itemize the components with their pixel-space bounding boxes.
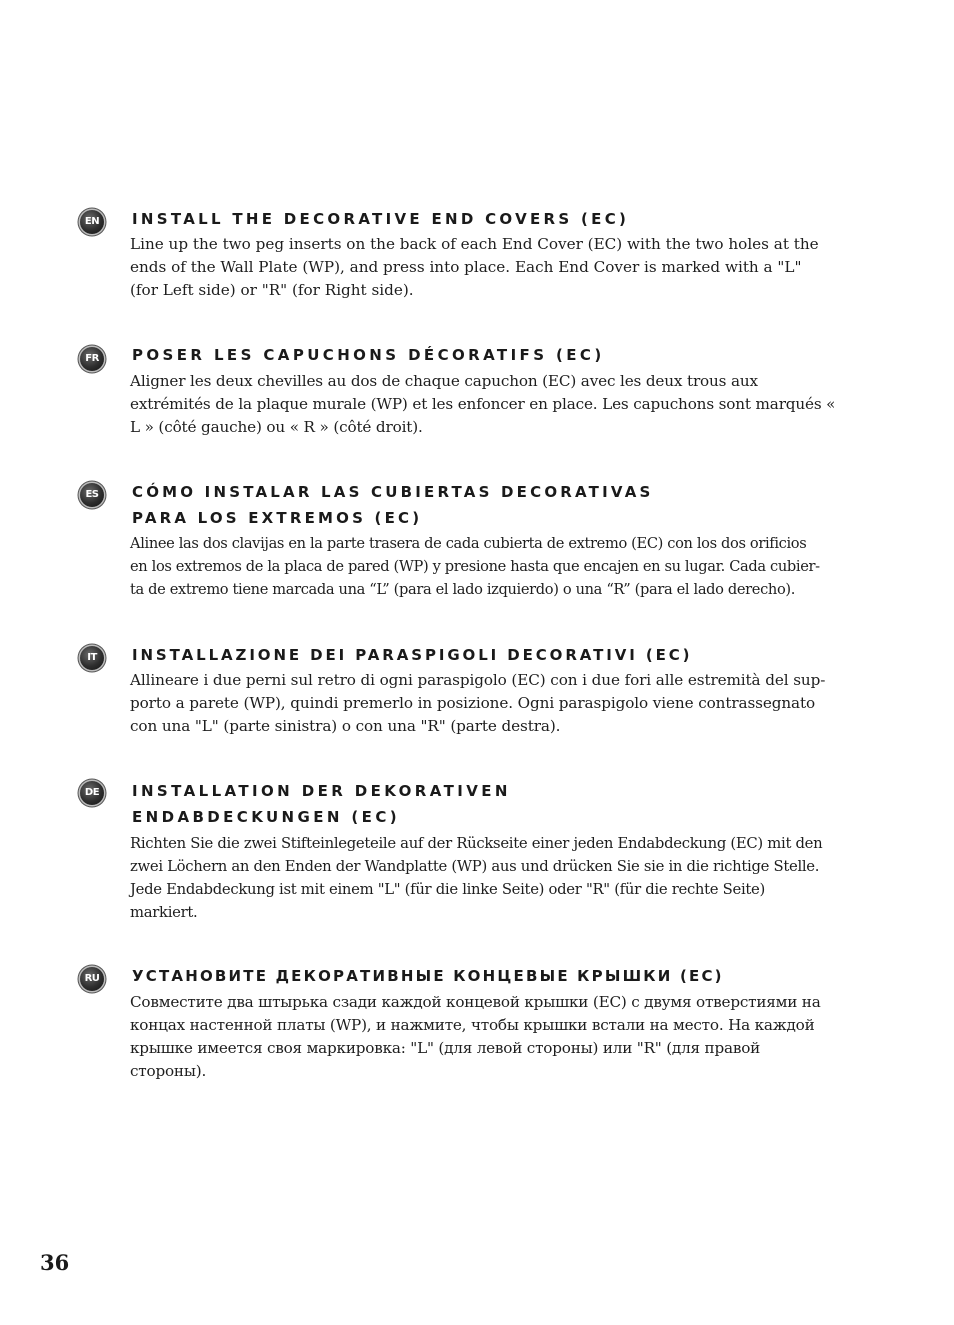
section-title-en: INSTALL THE DECORATIVE END COVERS (EC) (132, 210, 630, 228)
section-body-fr (130, 370, 858, 439)
body-line: Line up the two peg inserts on the back of each End Cover (EC) with the two holes at the (130, 235, 819, 253)
language-badge-it: IT (80, 646, 104, 670)
section-title-es: CÓMO INSTALAR LAS CUBIERTAS DECORATIVAS PARA LOS EXTREMOS (EC) (132, 483, 654, 527)
section-body-es (130, 532, 858, 601)
language-badge-es: ES (80, 483, 104, 507)
body-line: porto a parete (WP), quindi premerlo in posizione. Ogni paraspigolo viene contrassegnato (130, 694, 816, 712)
language-badge-en: EN (80, 210, 104, 234)
language-badge-fr: FR (80, 347, 104, 371)
section-body-it (130, 669, 858, 738)
body-line: extrémités de la plaque murale (WP) et les enfoncer en place. Les capuchons sont marqués « (130, 395, 836, 413)
body-line: en los extremos de la placa de pared (WP) y presione hasta que encajen en su lugar. Cada cubier- (130, 558, 820, 575)
body-line: Richten Sie die zwei Stifteinlegeteile auf der Rückseite einer jeden Endabdeckung (EC) mit den (130, 835, 823, 852)
section-body-en (130, 233, 858, 302)
body-line: con una "L" (parte sinistra) o con una "R" (parte destra). (130, 717, 561, 735)
section-title-it: INSTALLAZIONE DEI PARASPIGOLI DECORATIVI (EC) (132, 646, 693, 664)
section-body-ru (130, 991, 858, 1083)
body-line: крышке имеется своя маркировка: "L" (для левой стороны) или "R" (для правой (130, 1039, 761, 1057)
body-line: ends of the Wall Plate (WP), and press into place. Each End Cover is marked with a "L" (130, 258, 802, 276)
body-line: Allineare i due perni sul retro di ogni paraspigolo (EC) con i due fori alle estremità del sup- (130, 671, 826, 689)
section-title-fr: POSER LES CAPUCHONS DÉCORATIFS (EC) (132, 346, 605, 364)
body-line: ta de extremo tiene marcada una “L” (para el lado izquierdo) o una “R” (para el lado derecho). (130, 581, 796, 598)
section-body-de (130, 832, 858, 924)
page-number: 36 (40, 1250, 70, 1275)
body-line: Aligner les deux chevilles au dos de chaque capuchon (EC) avec les deux trous aux (130, 372, 758, 390)
body-line: markiert. (130, 904, 198, 921)
section-title-de: INSTALLATION DER DEKORATIVEN ENDABDECKUNGEN (EC) (132, 782, 511, 826)
body-line: L » (côté gauche) ou « R » (côté droit). (130, 418, 423, 436)
body-line: Jede Endabdeckung ist mit einem "L" (für die linke Seite) oder "R" (für die rechte Seite) (130, 881, 765, 898)
section-title-ru: УСТАНОВИТЕ ДЕКОРАТИВНЫЕ КОНЦЕВЫЕ КРЫШКИ (EC) (132, 967, 724, 985)
body-line: (for Left side) or "R" (for Right side). (130, 281, 414, 299)
body-line: zwei Löchern an den Enden der Wandplatte (WP) aus und drücken Sie sie in die richtige Stelle. (130, 858, 820, 875)
language-badge-ru: RU (80, 967, 104, 991)
body-line: стороны). (130, 1062, 207, 1080)
body-line: Совместите два штырька сзади каждой концевой крышки (EC) с двумя отверстиями на (130, 993, 821, 1011)
body-line: концах настенной платы (WP), и нажмите, чтобы крышки встали на место. На каждой (130, 1016, 815, 1034)
body-line: Alinee las dos clavijas en la parte trasera de cada cubierta de extremo (EC) con los dos orificios (130, 535, 807, 552)
language-badge-de: DE (80, 781, 104, 805)
